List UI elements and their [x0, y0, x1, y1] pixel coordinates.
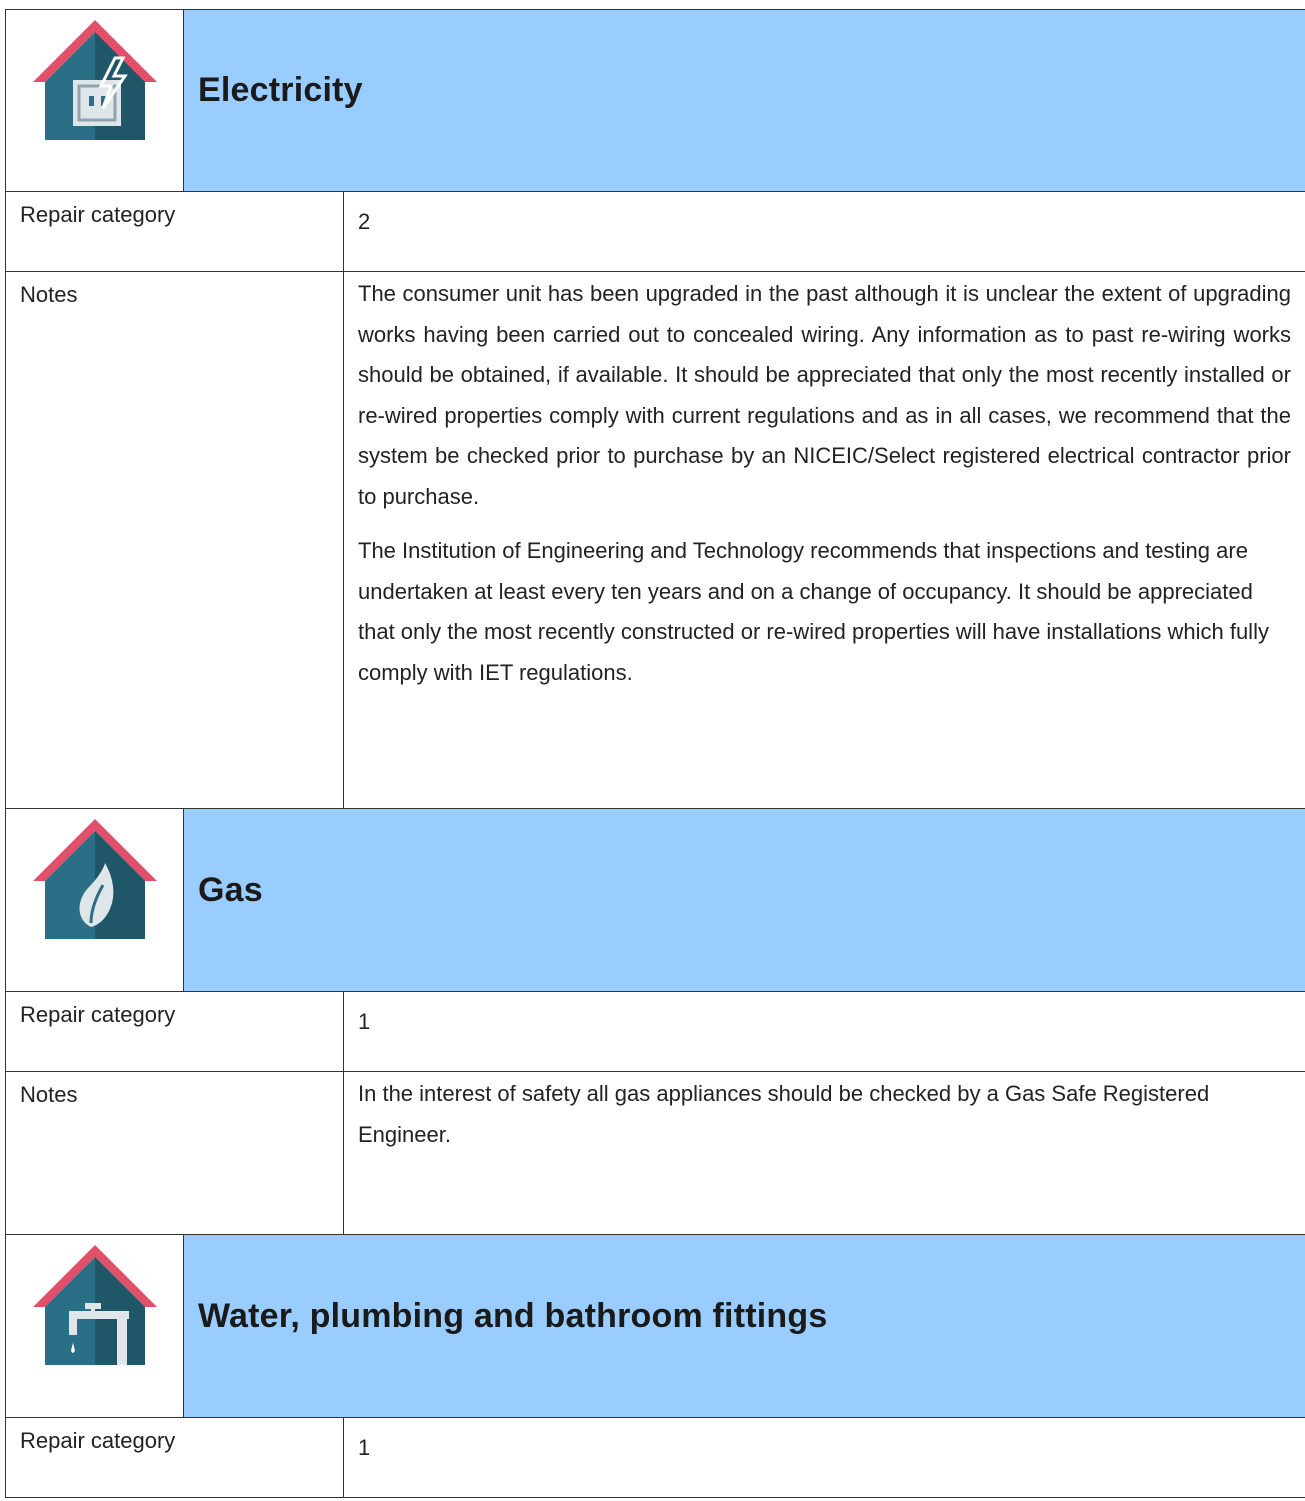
repair-category-row: [5, 192, 1305, 272]
section-header-water: [5, 1235, 1305, 1418]
notes-label: Notes: [6, 272, 344, 808]
notes-text: [344, 1072, 1305, 1234]
repair-category-row: [5, 1418, 1305, 1498]
repair-category-value: 1: [358, 1435, 371, 1460]
notes-label: Notes: [6, 1072, 344, 1234]
icon-cell: [6, 10, 184, 191]
section-title-cell: [184, 1235, 1305, 1417]
notes-paragraph: The Institution of Engineering and Technology recommends that inspections and testing are undertaken at least every ten years and on a change of occupancy. It should be appreciated that only the most recently constructed or re-wired properties will have installations which fully comply with IET regulations.: [358, 538, 1269, 685]
notes-paragraph: In the interest of safety all gas appliances should be checked by a Gas Safe Registered Engineer.: [358, 1081, 1210, 1147]
repair-category-label: Repair category: [6, 1418, 344, 1497]
water-house-icon: [29, 1241, 161, 1369]
section-title: Gas: [198, 870, 263, 909]
notes-row: [5, 272, 1305, 809]
icon-cell: [6, 809, 184, 991]
notes-paragraph: The consumer unit has been upgraded in the past although it is unclear the extent of upgrading works having been carried out to concealed wiring. Any information as to past re-wiring works should be obtained, if available. It should be appreciated that only the most recently installed or re-wired properties comply with current regulations and as in all cases, we recommend that the system be checked prior to purchase by an NICEIC/Select registered electrical contractor prior to purchase.: [358, 281, 1291, 509]
repair-category-label: Repair category: [6, 992, 344, 1071]
notes-row: [5, 1072, 1305, 1235]
section-title: Electricity: [198, 71, 363, 109]
icon-cell: [6, 1235, 184, 1417]
repair-category-row: [5, 992, 1305, 1072]
electricity-house-icon: [29, 16, 161, 144]
section-title-cell: [184, 10, 1305, 191]
repair-category-value: 1: [358, 1009, 371, 1034]
survey-sheet: [5, 9, 1305, 1498]
gas-house-icon: [29, 815, 161, 943]
repair-category-value: 2: [358, 209, 371, 234]
notes-text: [344, 272, 1305, 808]
section-header-gas: [5, 809, 1305, 992]
section-header-electricity: [5, 9, 1305, 192]
repair-category-label: Repair category: [6, 192, 344, 271]
section-title: Water, plumbing and bathroom fittings: [198, 1296, 828, 1335]
section-title-cell: [184, 809, 1305, 991]
